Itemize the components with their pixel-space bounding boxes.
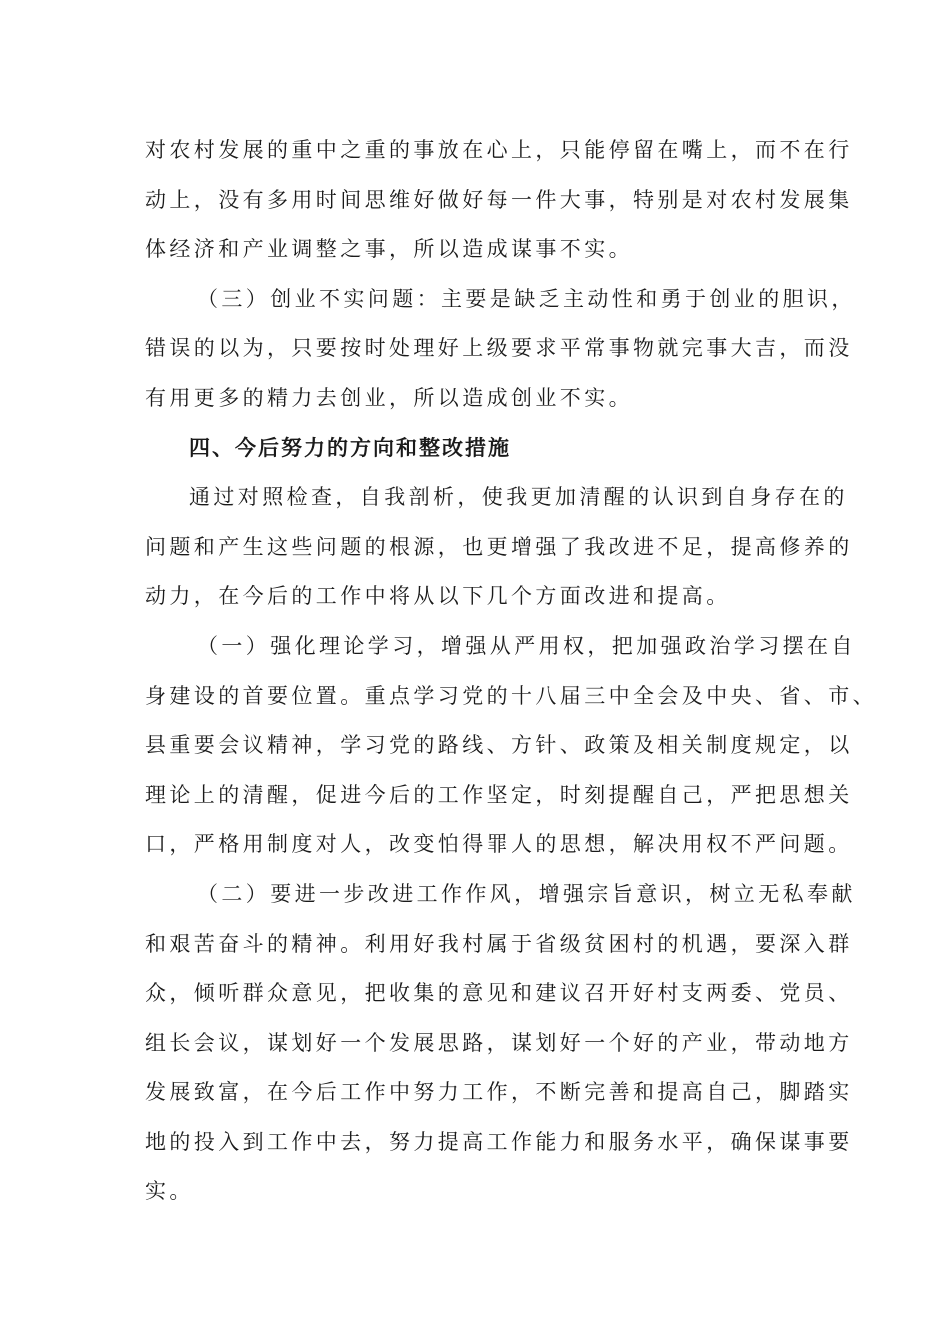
paragraph-line: 实。 [145,1179,194,1204]
paragraph-line: 通过对照检查，自我剖析，使我更加清醒的认识到自身存在的 [189,485,848,510]
paragraph-line: 问题和产生这些问题的根源，也更增强了我改进不足，提高修养的 [145,534,853,559]
paragraph-line: 动力，在今后的工作中将从以下几个方面改进和提高。 [145,584,731,609]
paragraph-line: 体经济和产业调整之事，所以造成谋事不实。 [145,237,633,262]
paragraph-line: 和艰苦奋斗的精神。利用好我村属于省级贫困村的机遇，要深入群 [145,931,853,956]
paragraph-line: 身建设的首要位置。重点学习党的十八届三中全会及中央、省、市、 [145,683,877,708]
paragraph-line: 众，倾听群众意见，把收集的意见和建议召开好村支两委、党员、 [145,981,853,1006]
section-heading: 四、今后努力的方向和整改措施 [189,435,511,460]
paragraph-line: （三）创业不实问题：主要是缺乏主动性和勇于创业的胆识， [197,286,856,311]
paragraph-line: 县重要会议精神，学习党的路线、方针、政策及相关制度规定，以 [145,733,853,758]
paragraph-line: 对农村发展的重中之重的事放在心上，只能停留在嘴上，而不在行 [145,138,853,162]
paragraph-line: 理论上的清醒，促进今后的工作坚定，时刻提醒自己，严把思想关 [145,782,853,807]
document-body [145,126,877,1217]
paragraph-line: （二）要进一步改进工作作风，增强宗旨意识，树立无私奉献 [197,881,856,906]
paragraph-line: （一）强化理论学习，增强从严用权，把加强政治学习摆在自 [197,633,856,658]
paragraph-line: 地的投入到工作中去，努力提高工作能力和服务水平，确保谋事要 [145,1129,853,1154]
paragraph-line: 错误的以为，只要按时处理好上级要求平常事物就完事大吉，而没 [145,336,853,361]
paragraph-line: 口，严格用制度对人，改变怕得罪人的思想，解决用权不严问题。 [145,832,853,857]
paragraph-line: 组长会议，谋划好一个发展思路，谋划好一个好的产业，带动地方 [145,1030,853,1055]
paragraph-line: 有用更多的精力去创业，所以造成创业不实。 [145,385,633,410]
paragraph-line: 发展致富，在今后工作中努力工作，不断完善和提高自己，脚踏实 [145,1080,853,1105]
paragraph-line: 动上，没有多用时间思维好做好每一件大事，特别是对农村发展集 [145,187,853,212]
